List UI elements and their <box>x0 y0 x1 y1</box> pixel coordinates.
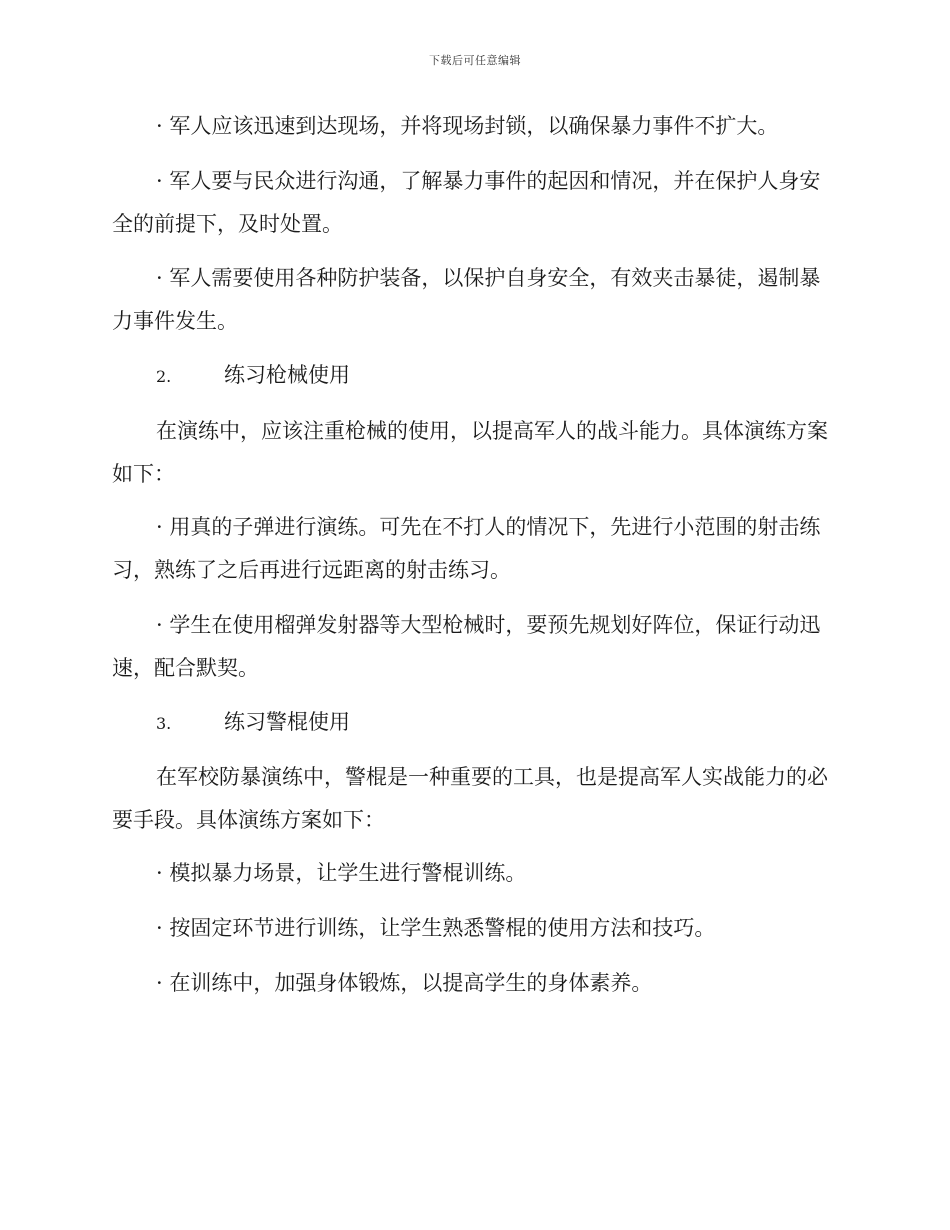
bullet-paragraph: · 用真的子弹进行演练。可先在不打人的情况下，先进行小范围的射击练习，熟练了之后再进行远距离的射击练习。 <box>112 515 821 582</box>
bullet-paragraph: · 军人要与民众进行沟通，了解暴力事件的起因和情况，并在保护人身安全的前提下，及时处置。 <box>112 169 821 236</box>
page-header: 下载后可任意编辑 <box>429 54 521 67</box>
section-heading <box>156 354 350 398</box>
section-title: 练习枪械使用 <box>224 363 350 387</box>
body-paragraph: 在军校防暴演练中，警棍是一种重要的工具，也是提高军人实战能力的必要手段。具体演练方案如下： <box>112 765 828 832</box>
bullet-paragraph: · 学生在使用榴弹发射器等大型枪械时，要预先规划好阵位，保证行动迅速，配合默契。 <box>112 613 821 680</box>
section-number: 2. <box>156 367 172 386</box>
bullet-paragraph: · 模拟暴力场景，让学生进行警棍训练。 <box>156 861 527 885</box>
section-number: 3. <box>156 714 172 733</box>
bullet-paragraph: · 按固定环节进行训练，让学生熟悉警棍的使用方法和技巧。 <box>156 916 716 940</box>
bullet-paragraph: · 在训练中，加强身体锻炼，以提高学生的身体素养。 <box>156 971 653 995</box>
section-heading <box>156 701 350 745</box>
section-title: 练习警棍使用 <box>224 710 350 734</box>
body-paragraph: 在演练中，应该注重枪械的使用，以提高军人的战斗能力。具体演练方案如下： <box>112 419 828 486</box>
bullet-paragraph: · 军人需要使用各种防护装备，以保护自身安全，有效夹击暴徒，遏制暴力事件发生。 <box>112 266 821 333</box>
bullet-paragraph: · 军人应该迅速到达现场，并将现场封锁，以确保暴力事件不扩大。 <box>156 114 779 138</box>
